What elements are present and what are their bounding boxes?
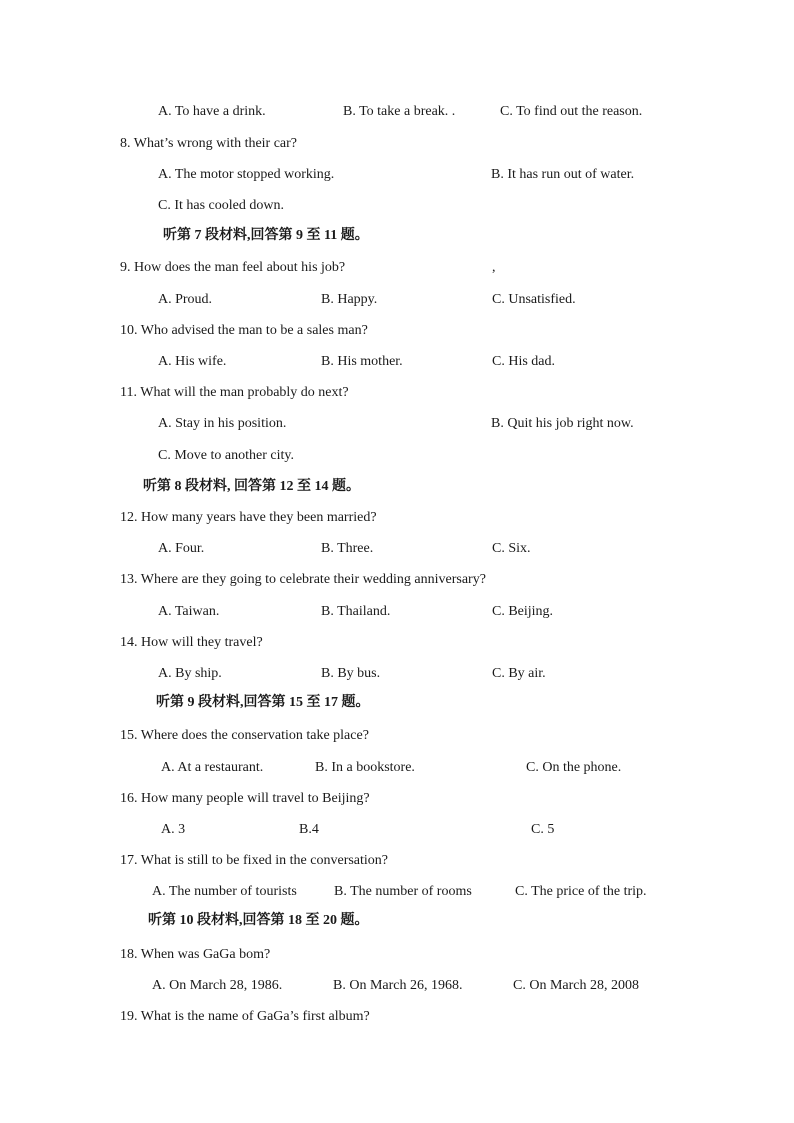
q10-option-a: A. His wife. xyxy=(158,354,227,369)
question-15: 15. Where does the conservation take place? xyxy=(120,728,369,743)
q18-option-a: A. On March 28, 1986. xyxy=(152,978,283,993)
q8-option-b: B. It has run out of water. xyxy=(491,167,635,182)
q17-option-c: C. The price of the trip. xyxy=(515,884,647,899)
q8-option-c: C. It has cooled down. xyxy=(158,198,284,213)
q12-option-b: B. Three. xyxy=(321,541,374,556)
question-14: 14. How will they travel? xyxy=(120,635,263,650)
question-9: 9. How does the man feel about his job? xyxy=(120,260,346,275)
question-8: 8. What’s wrong with their car? xyxy=(120,136,298,151)
q13-option-a: A. Taiwan. xyxy=(158,604,220,619)
q18-option-b: B. On March 26, 1968. xyxy=(333,978,463,993)
q11-option-c: C. Move to another city. xyxy=(158,448,294,463)
question-19: 19. What is the name of GaGa’s first album? xyxy=(120,1009,370,1024)
section-heading-9: 听第 9 段材料,回答第 15 至 17 题。 xyxy=(156,695,370,710)
section-heading-8: 听第 8 段材料, 回答第 12 至 14 题。 xyxy=(143,479,360,494)
q17-option-a: A. The number of tourists xyxy=(152,884,297,899)
q13-option-b: B. Thailand. xyxy=(321,604,391,619)
q16-option-c: C. 5 xyxy=(531,822,555,837)
question-16: 16. How many people will travel to Beijing? xyxy=(120,791,370,806)
question-17: 17. What is still to be fixed in the conversation? xyxy=(120,853,389,868)
q7-option-b: B. To take a break. . xyxy=(343,104,456,119)
q15-option-a: A. At a restaurant. xyxy=(161,760,264,775)
q12-option-c: C. Six. xyxy=(492,541,531,556)
section-heading-7: 听第 7 段材料,回答第 9 至 11 题。 xyxy=(163,228,369,243)
q13-option-c: C. Beijing. xyxy=(492,604,554,619)
q14-option-c: C. By air. xyxy=(492,666,546,681)
q16-option-b: B.4 xyxy=(299,822,319,837)
q9-option-b: B. Happy. xyxy=(321,292,378,307)
q8-option-a: A. The motor stopped working. xyxy=(158,167,335,182)
q9-option-a: A. Proud. xyxy=(158,292,213,307)
section-heading-10: 听第 10 段材料,回答第 18 至 20 题。 xyxy=(148,913,369,928)
question-13: 13. Where are they going to celebrate their wedding anniversary? xyxy=(120,572,486,587)
q9-option-c: C. Unsatisfied. xyxy=(492,292,576,307)
q7-option-c: C. To find out the reason. xyxy=(500,104,643,119)
q18-option-c: C. On March 28, 2008 xyxy=(513,978,639,993)
q15-option-b: B. In a bookstore. xyxy=(315,760,415,775)
q7-option-a: A. To have a drink. xyxy=(158,104,266,119)
question-11: 11. What will the man probably do next? xyxy=(120,385,349,400)
q16-option-a: A. 3 xyxy=(161,822,186,837)
q14-option-b: B. By bus. xyxy=(321,666,381,681)
q11-option-a: A. Stay in his position. xyxy=(158,416,287,431)
q14-option-a: A. By ship. xyxy=(158,666,222,681)
stray-mark: , xyxy=(492,260,496,275)
question-10: 10. Who advised the man to be a sales man? xyxy=(120,323,368,338)
question-12: 12. How many years have they been married? xyxy=(120,510,377,525)
q10-option-c: C. His dad. xyxy=(492,354,555,369)
q12-option-a: A. Four. xyxy=(158,541,205,556)
q10-option-b: B. His mother. xyxy=(321,354,403,369)
question-18: 18. When was GaGa bom? xyxy=(120,947,271,962)
q11-option-b: B. Quit his job right now. xyxy=(491,416,634,431)
q17-option-b: B. The number of rooms xyxy=(334,884,472,899)
q15-option-c: C. On the phone. xyxy=(526,760,622,775)
